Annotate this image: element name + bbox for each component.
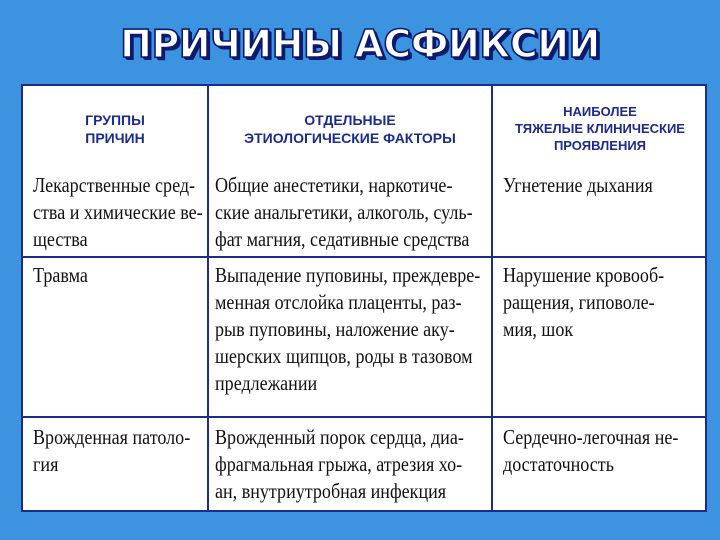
factors-cell: Выпадение пуповины, преждевре- менная отслойка плаценты, раз- рыв пуповины, наложение аку- шерских щипцов, роды в тазовом предлежании: [215, 263, 481, 395]
header-manifestations: НАИБОЛЕЕ ТЯЖЕЛЫЕ КЛИНИЧЕСКИЕ ПРОЯВЛЕНИЯ: [515, 103, 685, 153]
group-cell: Врожденная патоло- гия: [33, 425, 191, 476]
group-cell: Лекарственные сред- ства и химические ве- щества: [33, 173, 203, 251]
factors-cell: Общие анестетики, наркотиче- ские анальгетики, алкоголь, суль- фат магния, седативные средства: [215, 173, 473, 251]
row-divider: [23, 416, 705, 418]
manifestations-cell: Нарушение кровооб- ращения, гиповоле- мия, шок: [503, 263, 665, 341]
header-groups: ГРУППЫ ПРИЧИН: [85, 112, 145, 146]
manifestations-cell: Сердечно-легочная не- достаточность: [503, 425, 679, 476]
manifestations-cell: Угнетение дыхания: [503, 173, 653, 197]
row-divider: [23, 256, 705, 258]
factors-cell: Врожденный порок сердца, диа- фрагмальная грыжа, атрезия хо- ан, внутриутробная инфекция: [215, 425, 464, 503]
header-factors: ОТДЕЛЬНЫЕ ЭТИОЛОГИЧЕСКИЕ ФАКТОРЫ: [244, 112, 456, 146]
slide-title: ПРИЧИНЫ АСФИКСИИ: [120, 22, 600, 66]
group-cell: Травма: [33, 263, 88, 287]
causes-table: [21, 84, 707, 512]
